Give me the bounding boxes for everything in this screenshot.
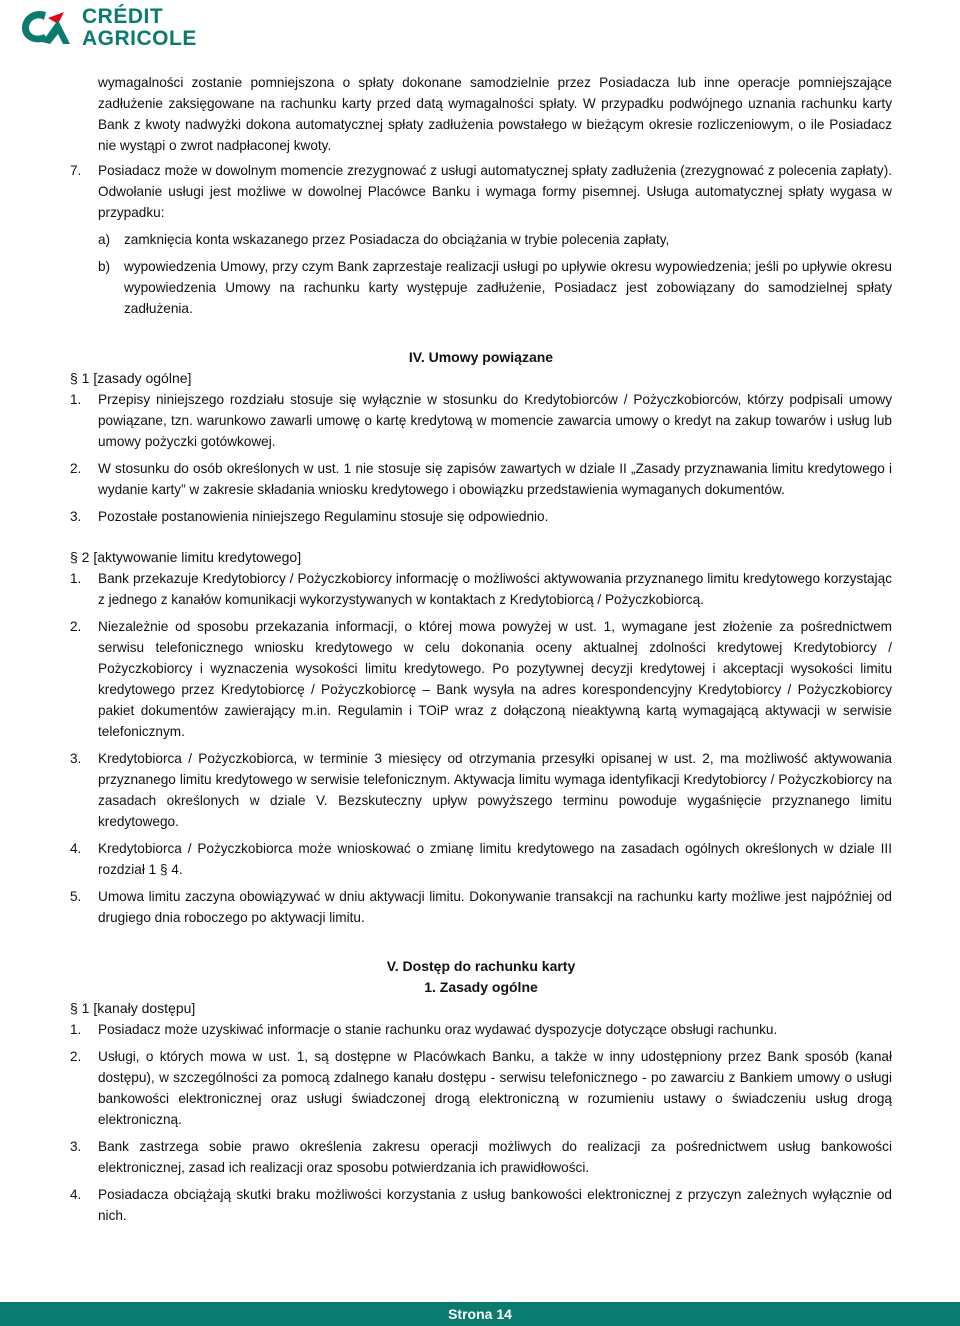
item-text: Posiadacza obciążają skutki braku możliwości korzystania z usług bankowości elektronicznej z przyczyn zależnych wyłącznie od nich. [98,1187,892,1223]
list-item [70,886,892,928]
section-5-para-1-label: § 1 [kanały dostępu] [70,1000,196,1016]
item-number: 2. [70,619,82,634]
item-number: 7. [70,163,82,178]
item-number: 1. [70,1022,82,1037]
list-item [70,389,892,452]
intro-continuation: wymagalności zostanie pomniejszona o spłaty dokonane samodzielnie przez Posiadacza lub inne operacje pomniejszające zadłużenie zaksięgowane na rachunku karty przed datą wymagalności spłaty. W przypadku podwójnego uznania rachunku karty Bank z kwoty nadwyżki dokona automatycznej spłaty zadłużenia powstałego w bieżącym okresie rozliczeniowym, o ile Posiadacz nie wystąpi o zwrot nadpłaconej kwoty. [98,75,892,153]
item-letter: a) [98,232,111,247]
item-number: 5. [70,889,82,904]
page-footer [0,1302,960,1326]
item-text: W stosunku do osób określonych w ust. 1 nie stosuje się zapisów zawartych w dziale II „Zasady przyznawania limitu kredytowego i wydanie karty” w zakresie składania wniosku kredytowego i obowiązku przedstawienia wymaganych dokumentów. [98,461,892,497]
logo-emblem-icon [18,4,76,48]
list-item [70,568,892,610]
list-item [98,256,892,319]
intro-item-7 [70,160,892,223]
section-4-para-2-label: § 2 [aktywowanie limitu kredytowego] [70,549,302,565]
item-number: 1. [70,571,82,586]
item-text: Usługi, o których mowa w ust. 1, są dostępne w Placówkach Banku, a także w inny udostępniony przez Bank sposób (kanał dostępu), w szczególności za pomocą zdalnego kanału dostępu - serwisu telefonicznego - po zawarciu z Bankiem umowy o usługi bankowości elektronicznej oraz usługi świadczonej drogą elektroniczną w rozumieniu ustawy o świadczeniu usług drogą elektroniczną. [98,1049,892,1127]
section-5-heading: V. Dostęp do rachunku karty [386,958,576,974]
item-number: 4. [70,841,82,856]
item-text: Pozostałe postanowienia niniejszego Regulaminu stosuje się odpowiednio. [98,509,549,524]
item-text: zamknięcia konta wskazanego przez Posiadacza do obciążania w trybie polecenia zapłaty, [124,232,670,247]
list-item [70,838,892,880]
list-item [70,748,892,832]
section-4-heading: IV. Umowy powiązane [408,349,554,365]
list-item [98,229,892,250]
item-number: 2. [70,461,82,476]
item-text: Bank zastrzega sobie prawo określenia zakresu operacji możliwych do realizacji za pośrednictwem usług bankowości elektronicznej, zasad ich realizacji oraz sposobu potwierdzania ich prawidłowości. [98,1139,892,1175]
logo-line2: AGRICOLE [82,27,197,50]
page-number: Strona 14 [448,1306,512,1322]
list-item [70,1136,892,1178]
list-item [70,506,892,527]
item-text: Posiadacz może w dowolnym momencie zrezygnować z usługi automatycznej spłaty zadłużenia (zrezygnować z polecenia zapłaty). Odwołanie usługi jest możliwe w dowolnej Placówce Banku i wymaga formy pisemnej. Usługa automatycznej spłaty wygasa w przypadku: [98,163,892,220]
item-number: 3. [70,751,82,766]
item-text: Kredytobiorca / Pożyczkobiorca może wnioskować o zmianę limitu kredytowego na zasadach ogólnych określonych w dziale III rozdział 1 § 4. [98,841,892,877]
item-number: 2. [70,1049,82,1064]
item-number: 3. [70,1139,82,1154]
list-item [70,1046,892,1130]
list-item [70,616,892,742]
item-number: 1. [70,392,82,407]
item-letter: b) [98,259,111,274]
item-text: Przepisy niniejszego rozdziału stosuje się wyłącznie w stosunku do Kredytobiorców / Pożyczkobiorców, którzy podpisali umowy powiązane, tzn. warunkowo zawarli umowę o kartę kredytową w momencie zawarcia umowy o kredyt na zakup towarów i usług lub umowy pożyczki gotówkowej. [98,392,892,449]
intro-sub-list [98,229,892,319]
item-text: Bank przekazuje Kredytobiorcy / Pożyczkobiorcy informację o możliwości aktywowania przyznanego limitu kredytowego korzystając z jednego z kanałów komunikacji wykorzystywanych w kontaktach z Kredytobiorcą / Pożyczkobiorcą. [98,571,892,607]
credit-agricole-logo [18,4,228,48]
section-4-para-1-label: § 1 [zasady ogólne] [70,370,192,386]
list-item [70,458,892,500]
item-number: 4. [70,1187,82,1202]
item-text: wypowiedzenia Umowy, przy czym Bank zaprzestaje realizacji usługi po upływie okresu wypowiedzenia; jeśli po upływie okresu wypowiedzenia Umowy na rachunku karty występuje zadłużenie, Posiadacz jest zobowiązany do samodzielnej spłaty zadłużenia. [124,259,892,316]
item-text: Posiadacz może uzyskiwać informacje o stanie rachunku oraz wydawać dyspozycje dotyczące obsługi rachunku. [98,1022,778,1037]
item-text: Kredytobiorca / Pożyczkobiorca, w terminie 3 miesięcy od otrzymania przesyłki opisanej w ust. 2, ma możliwość aktywowania przyznanego limitu kredytowego w serwisie telefonicznym. Aktywacja limitu wymaga identyfikacji Kredytobiorcy / Pożyczkobiorcy na zasadach określonych w dziale V. Bezskuteczny upływ powyższego terminu powoduje wygaśnięcie przyznanego limitu kredytowego. [98,751,892,829]
item-text: Umowa limitu zaczyna obowiązywać w dniu aktywacji limitu. Dokonywanie transakcji na rachunku karty możliwe jest najpóźniej od drugiego dnia roboczego po aktywacji limitu. [98,889,892,925]
list-item [70,1184,892,1226]
list-item [70,1019,892,1040]
item-text: Niezależnie od sposobu przekazania informacji, o której mowa powyżej w ust. 1, wymagane jest złożenie za pośrednictwem serwisu telefonicznego wniosku kredytowego w celu dokonania oceny aktualnej zdolności kredytowej Kredytobiorcy / Pożyczkobiorcy i wyznaczenia wysokości limitu kredytowego. Po pozytywnej decyzji kredytowej i akceptacji wysokości limitu kredytowego przez Kredytobiorcę / Pożyczkobiorcę – Bank wysyła na adres korespondencyjny Kredytobiorcy / Pożyczkobiorcy pakiet dokumentów zawierający m.in. Regulamin i TOiP wraz z dołączoną nieaktywną kartą wymagającą aktywacji w serwisie telefonicznym. [98,619,892,739]
logo-line1: CRÉDIT [82,5,164,28]
item-number: 3. [70,509,82,524]
section-5-subheading: 1. Zasady ogólne [424,979,538,995]
document-body [70,72,892,1232]
